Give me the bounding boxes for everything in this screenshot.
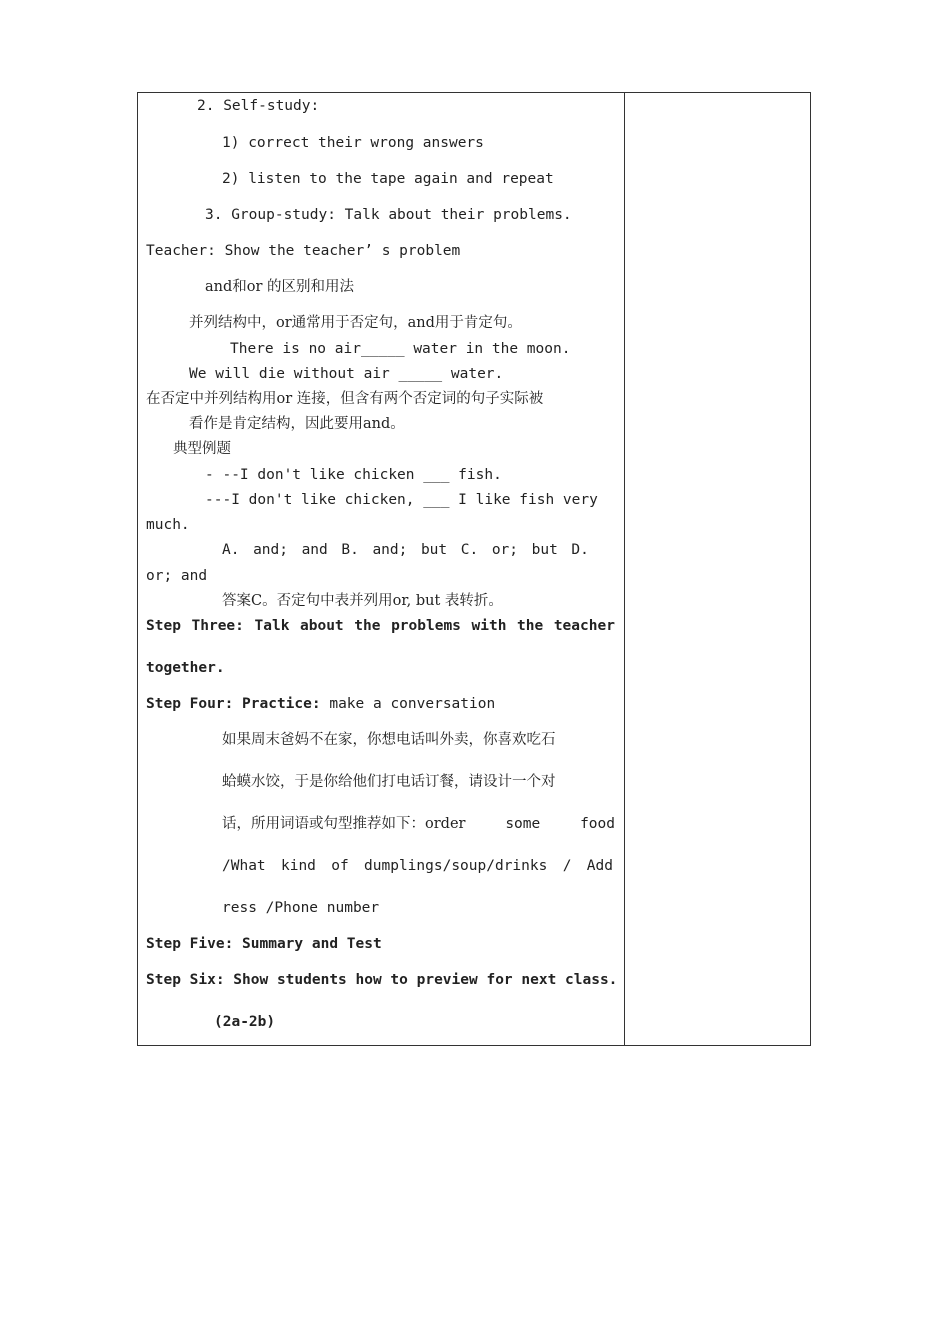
step-three-line: [146, 617, 615, 635]
rule-2-line-2: 看作是肯定结构，因此要用and。: [189, 416, 405, 432]
step-three-word: Step: [146, 618, 181, 634]
practice-line-1: 如果周末爸妈不在家，你想电话叫外卖，你喜欢吃石: [222, 732, 556, 748]
column-divider: [624, 93, 625, 1045]
step-four-label: Step Four: Practice:: [146, 696, 321, 712]
options-line: [222, 541, 589, 559]
practice-line-2: 蛤蟆水饺，于是你给他们打电话订餐，请设计一个对: [222, 774, 556, 790]
step-three-word: the: [354, 618, 381, 634]
option-word: and;: [253, 542, 288, 558]
practice-word: kind: [280, 858, 316, 874]
rule-1: 并列结构中，or通常用于否定句，and用于肯定句。: [189, 315, 522, 331]
self-study-item-2: 2) listen to the tape again and repeat: [222, 171, 554, 187]
question-line-2: ---I don't like chicken, ___ I like fish very: [205, 492, 598, 508]
practice-line-5: ress /Phone number: [222, 900, 380, 916]
option-word: C.: [460, 542, 479, 558]
practice-line-3: [222, 815, 615, 833]
option-word: or;: [491, 542, 519, 558]
step-three-word: with: [471, 618, 507, 634]
teacher-show-line: Teacher: Show the teacher’ s problem: [146, 243, 461, 259]
step-three-word: teacher: [553, 618, 615, 634]
example-sentence-2: We will die without air _____ water.: [189, 366, 504, 382]
step-four-text: make a conversation: [320, 696, 496, 712]
step-three-word: about: [300, 618, 344, 634]
step-three-word: Three:: [191, 618, 244, 634]
rule-2-line-1: 在否定中并列结构用or 连接，但含有两个否定词的句子实际被: [146, 391, 544, 407]
step-four-line: [146, 695, 495, 713]
and-or-title: and和or 的区别和用法: [205, 279, 355, 295]
options-line-2: or; and: [146, 568, 208, 584]
practice-word: Add: [586, 858, 613, 874]
practice-word: dumplings/soup/drinks: [364, 858, 548, 874]
practice-word: some: [505, 816, 541, 832]
option-word: and: [301, 542, 328, 558]
step-six-line: Step Six: Show students how to preview for next class.: [146, 972, 618, 988]
practice-word: 话，所用词语或句型推荐如下：order: [222, 816, 466, 832]
option-word: but: [531, 542, 558, 558]
typical-examples-title: 典型例题: [173, 441, 231, 457]
answer-line: 答案C。否定句中表并列用or, but 表转折。: [222, 593, 503, 609]
option-word: A.: [222, 542, 240, 558]
step-three-line-2: together.: [146, 660, 225, 676]
example-sentence-1: There is no air_____ water in the moon.: [230, 341, 571, 357]
practice-word: of: [331, 858, 349, 874]
step-six-line-2: (2a-2b): [214, 1014, 276, 1030]
option-word: D.: [571, 542, 589, 558]
practice-word: food: [580, 816, 615, 832]
step-three-word: Talk: [254, 618, 290, 634]
question-line-3: much.: [146, 517, 190, 533]
group-study-line: 3. Group-study: Talk about their problems.: [205, 207, 572, 223]
step-three-word: problems: [391, 618, 461, 634]
self-study-heading: 2. Self-study:: [197, 98, 320, 114]
step-five-line: Step Five: Summary and Test: [146, 936, 382, 952]
question-line-1: - --I don't like chicken ___ fish.: [205, 467, 502, 483]
practice-line-4: [222, 857, 613, 875]
practice-word: /: [562, 858, 572, 874]
step-three-word: the: [517, 618, 544, 634]
option-word: and;: [372, 542, 408, 558]
practice-word: /What: [222, 858, 266, 874]
option-word: B.: [341, 542, 359, 558]
self-study-item-1: 1) correct their wrong answers: [222, 135, 484, 151]
option-word: but: [420, 542, 448, 558]
